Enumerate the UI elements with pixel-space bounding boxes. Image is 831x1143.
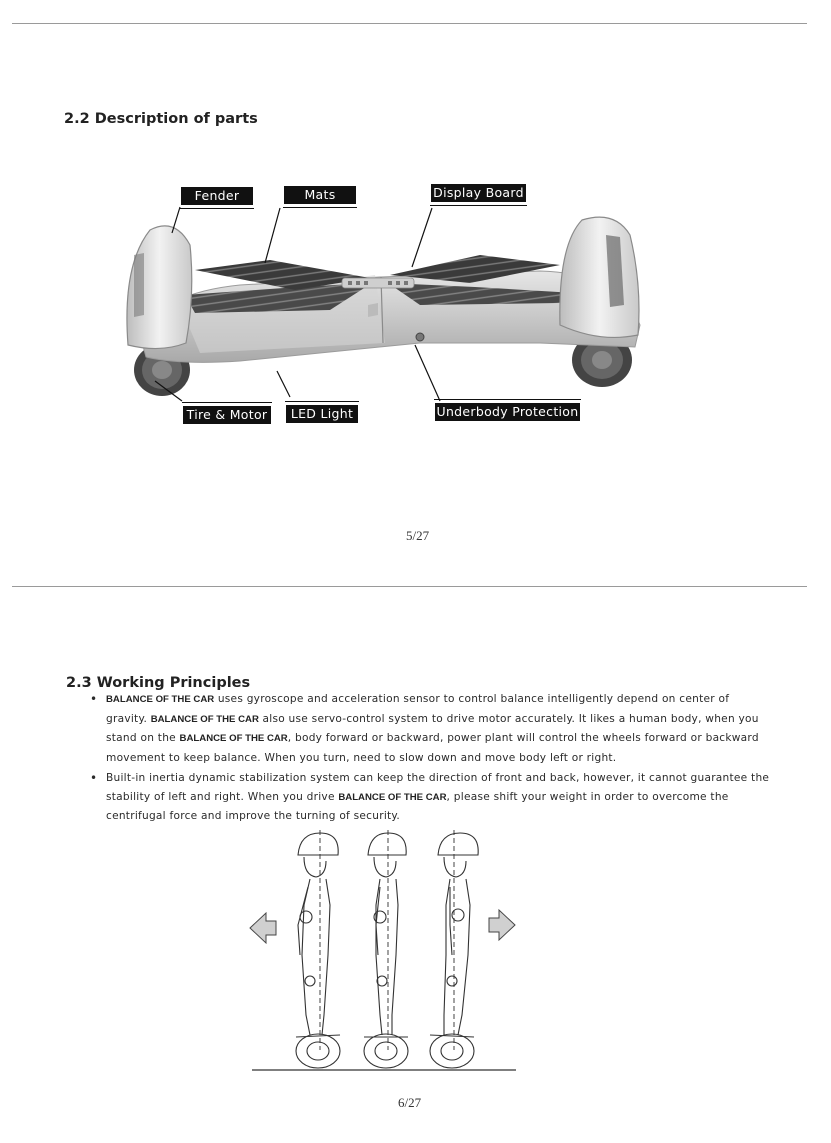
rider-upright	[364, 830, 408, 1068]
section-title-description-of-parts: 2.2 Description of parts	[64, 111, 258, 127]
led-light-dot	[416, 333, 424, 341]
scan-edge-line	[12, 586, 807, 587]
label-fender: Fender	[181, 187, 253, 205]
section-title-working-principles: 2.3 Working Principles	[66, 675, 251, 691]
hoverboard-illustration	[120, 175, 660, 415]
rider-lean-left	[296, 830, 340, 1068]
product-name: BALANCE OF THE CAR	[338, 791, 447, 803]
working-principles-list	[90, 690, 770, 826]
bullet-text: , please shift your weight in order to overcome the centrifugal force and improve the turning of security.	[106, 790, 729, 823]
rider-balance-illustration	[240, 825, 530, 1075]
bullet-text: Built-in inertia dynamic stabilization system can keep the direction of front and back, however, it cannot guarantee the stability of left and right. When you drive	[106, 771, 770, 803]
label-display-board: Display Board	[431, 184, 526, 202]
bullet-text: uses gyroscope and acceleration sensor to control balance intelligently depend on center of gravity.	[106, 693, 730, 725]
product-name: BALANCE OF THE CAR	[150, 713, 259, 725]
right-arrow-icon	[489, 910, 515, 940]
rider-lean-right	[430, 830, 478, 1068]
display-board-panel	[342, 278, 414, 288]
product-name: BALANCE OF THE CAR	[179, 733, 288, 745]
bullet-text: also use servo-control system to drive motor accurately. It likes a human body, when you stand on the	[106, 712, 759, 745]
product-name: BALANCE OF THE CAR	[106, 694, 215, 705]
label-underbody-protection: Underbody Protection	[436, 404, 579, 419]
bullet-inertia	[90, 769, 770, 826]
left-arrow-icon	[250, 913, 276, 943]
right-fender	[560, 217, 639, 337]
page-number: 6/27	[398, 1095, 422, 1110]
label-led-light: LED Light	[286, 405, 358, 423]
scan-edge-line	[12, 23, 807, 24]
page-number: 5/27	[406, 528, 430, 543]
label-tire-motor: Tire & Motor	[183, 406, 271, 424]
label-mats: Mats	[284, 186, 356, 204]
bullet-gyroscope	[90, 690, 770, 768]
bullet-text: , body forward or backward, power plant will control the wheels forward or backward movement to keep balance. When you turn, need to slow down and move body left or right.	[106, 732, 759, 765]
